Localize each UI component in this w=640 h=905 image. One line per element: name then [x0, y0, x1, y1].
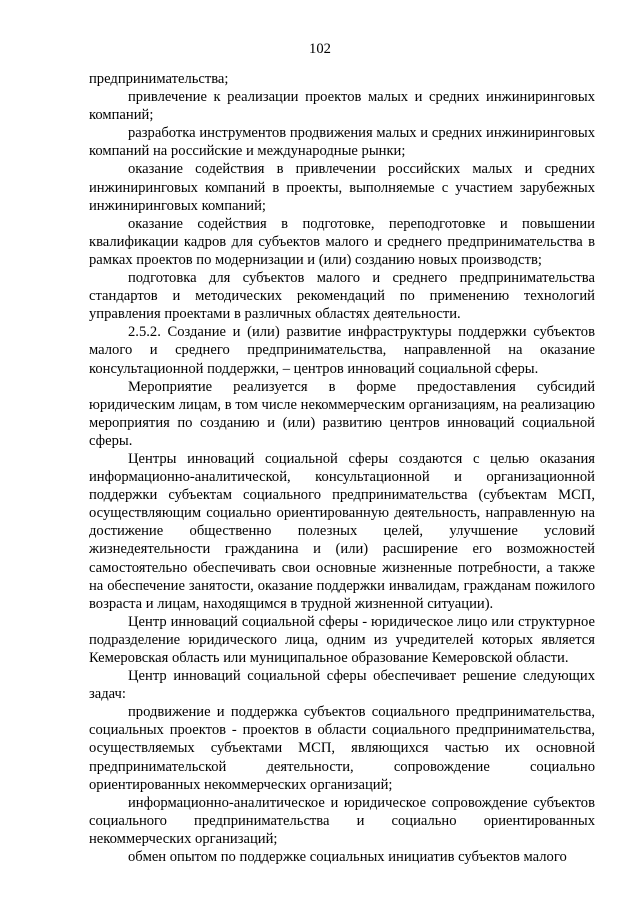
- paragraph: оказание содействия в подготовке, переподготовке и повышении квалификации кадров для субъектов малого и среднего предпринимательства в рамках проектов по модернизации и (или) созданию новых производств;: [89, 215, 595, 268]
- paragraph: информационно-аналитическое и юридическое сопровождение субъектов социального предпринимательства и социально ориентированных некоммерческих организаций;: [89, 794, 595, 847]
- paragraph: Центр инноваций социальной сферы - юридическое лицо или структурное подразделение юридического лица, одним из учредителей которых является Кемеровская область или муниципальное образование Кемеровской области.: [89, 613, 595, 666]
- paragraph: разработка инструментов продвижения малых и средних инжиниринговых компаний на российские и международные рынки;: [89, 125, 595, 160]
- paragraph: обмен опытом по поддержке социальных инициатив субъектов малого: [128, 849, 567, 866]
- paragraph: продвижение и поддержка субъектов социального предпринимательства, социальных проектов - проектов в области социального предпринимательства, осуществляемых субъектами МСП, являющихся частью их основной предпринимательской деятельности, сопровождение социально ориентированных некоммерческих организаций;: [89, 704, 595, 793]
- paragraph: привлечение к реализации проектов малых и средних инжиниринговых компаний;: [89, 89, 595, 124]
- paragraph: подготовка для субъектов малого и среднего предпринимательства стандартов и методических рекомендаций по применению технологий управления проектами в различных областях деятельности.: [89, 270, 595, 323]
- document-body: [89, 70, 595, 866]
- paragraph: Мероприятие реализуется в форме предоставления субсидий юридическим лицам, в том числе некоммерческим организациям, на реализацию мероприятия по созданию и (или) развитию центров инноваций социальной сферы.: [89, 378, 595, 449]
- paragraph: Центры инноваций социальной сферы создаются с целью оказания информационно-аналитической, консультационной и организационной поддержки субъектам социального предпринимательства (субъектам МСП, осуществляющим социально ориентированную деятельность, направленную на достижение общественно полезных целей, улучшение условий жизнедеятельности гражданина и (или) расширение его возможностей самостоятельно обеспечивать свои основные жизненные потребности, а также на обеспечение занятости, оказание поддержки инвалидам, гражданам пожилого возраста и лицам, находящимся в трудной жизненной ситуации).: [89, 450, 595, 612]
- paragraph: оказание содействия в привлечении российских малых и средних инжиниринговых компаний в проекты, выполняемые с участием зарубежных инжиниринговых компаний;: [89, 161, 595, 214]
- paragraph: Центр инноваций социальной сферы обеспечивает решение следующих задач:: [89, 668, 595, 703]
- page-number: 102: [309, 41, 331, 57]
- paragraph: предпринимательства;: [89, 71, 229, 87]
- section-paragraph: 2.5.2. Создание и (или) развитие инфраструктуры поддержки субъектов малого и среднего предпринимательства, направленной на оказание консультационной поддержки, – центров инноваций социальной сферы.: [89, 324, 595, 377]
